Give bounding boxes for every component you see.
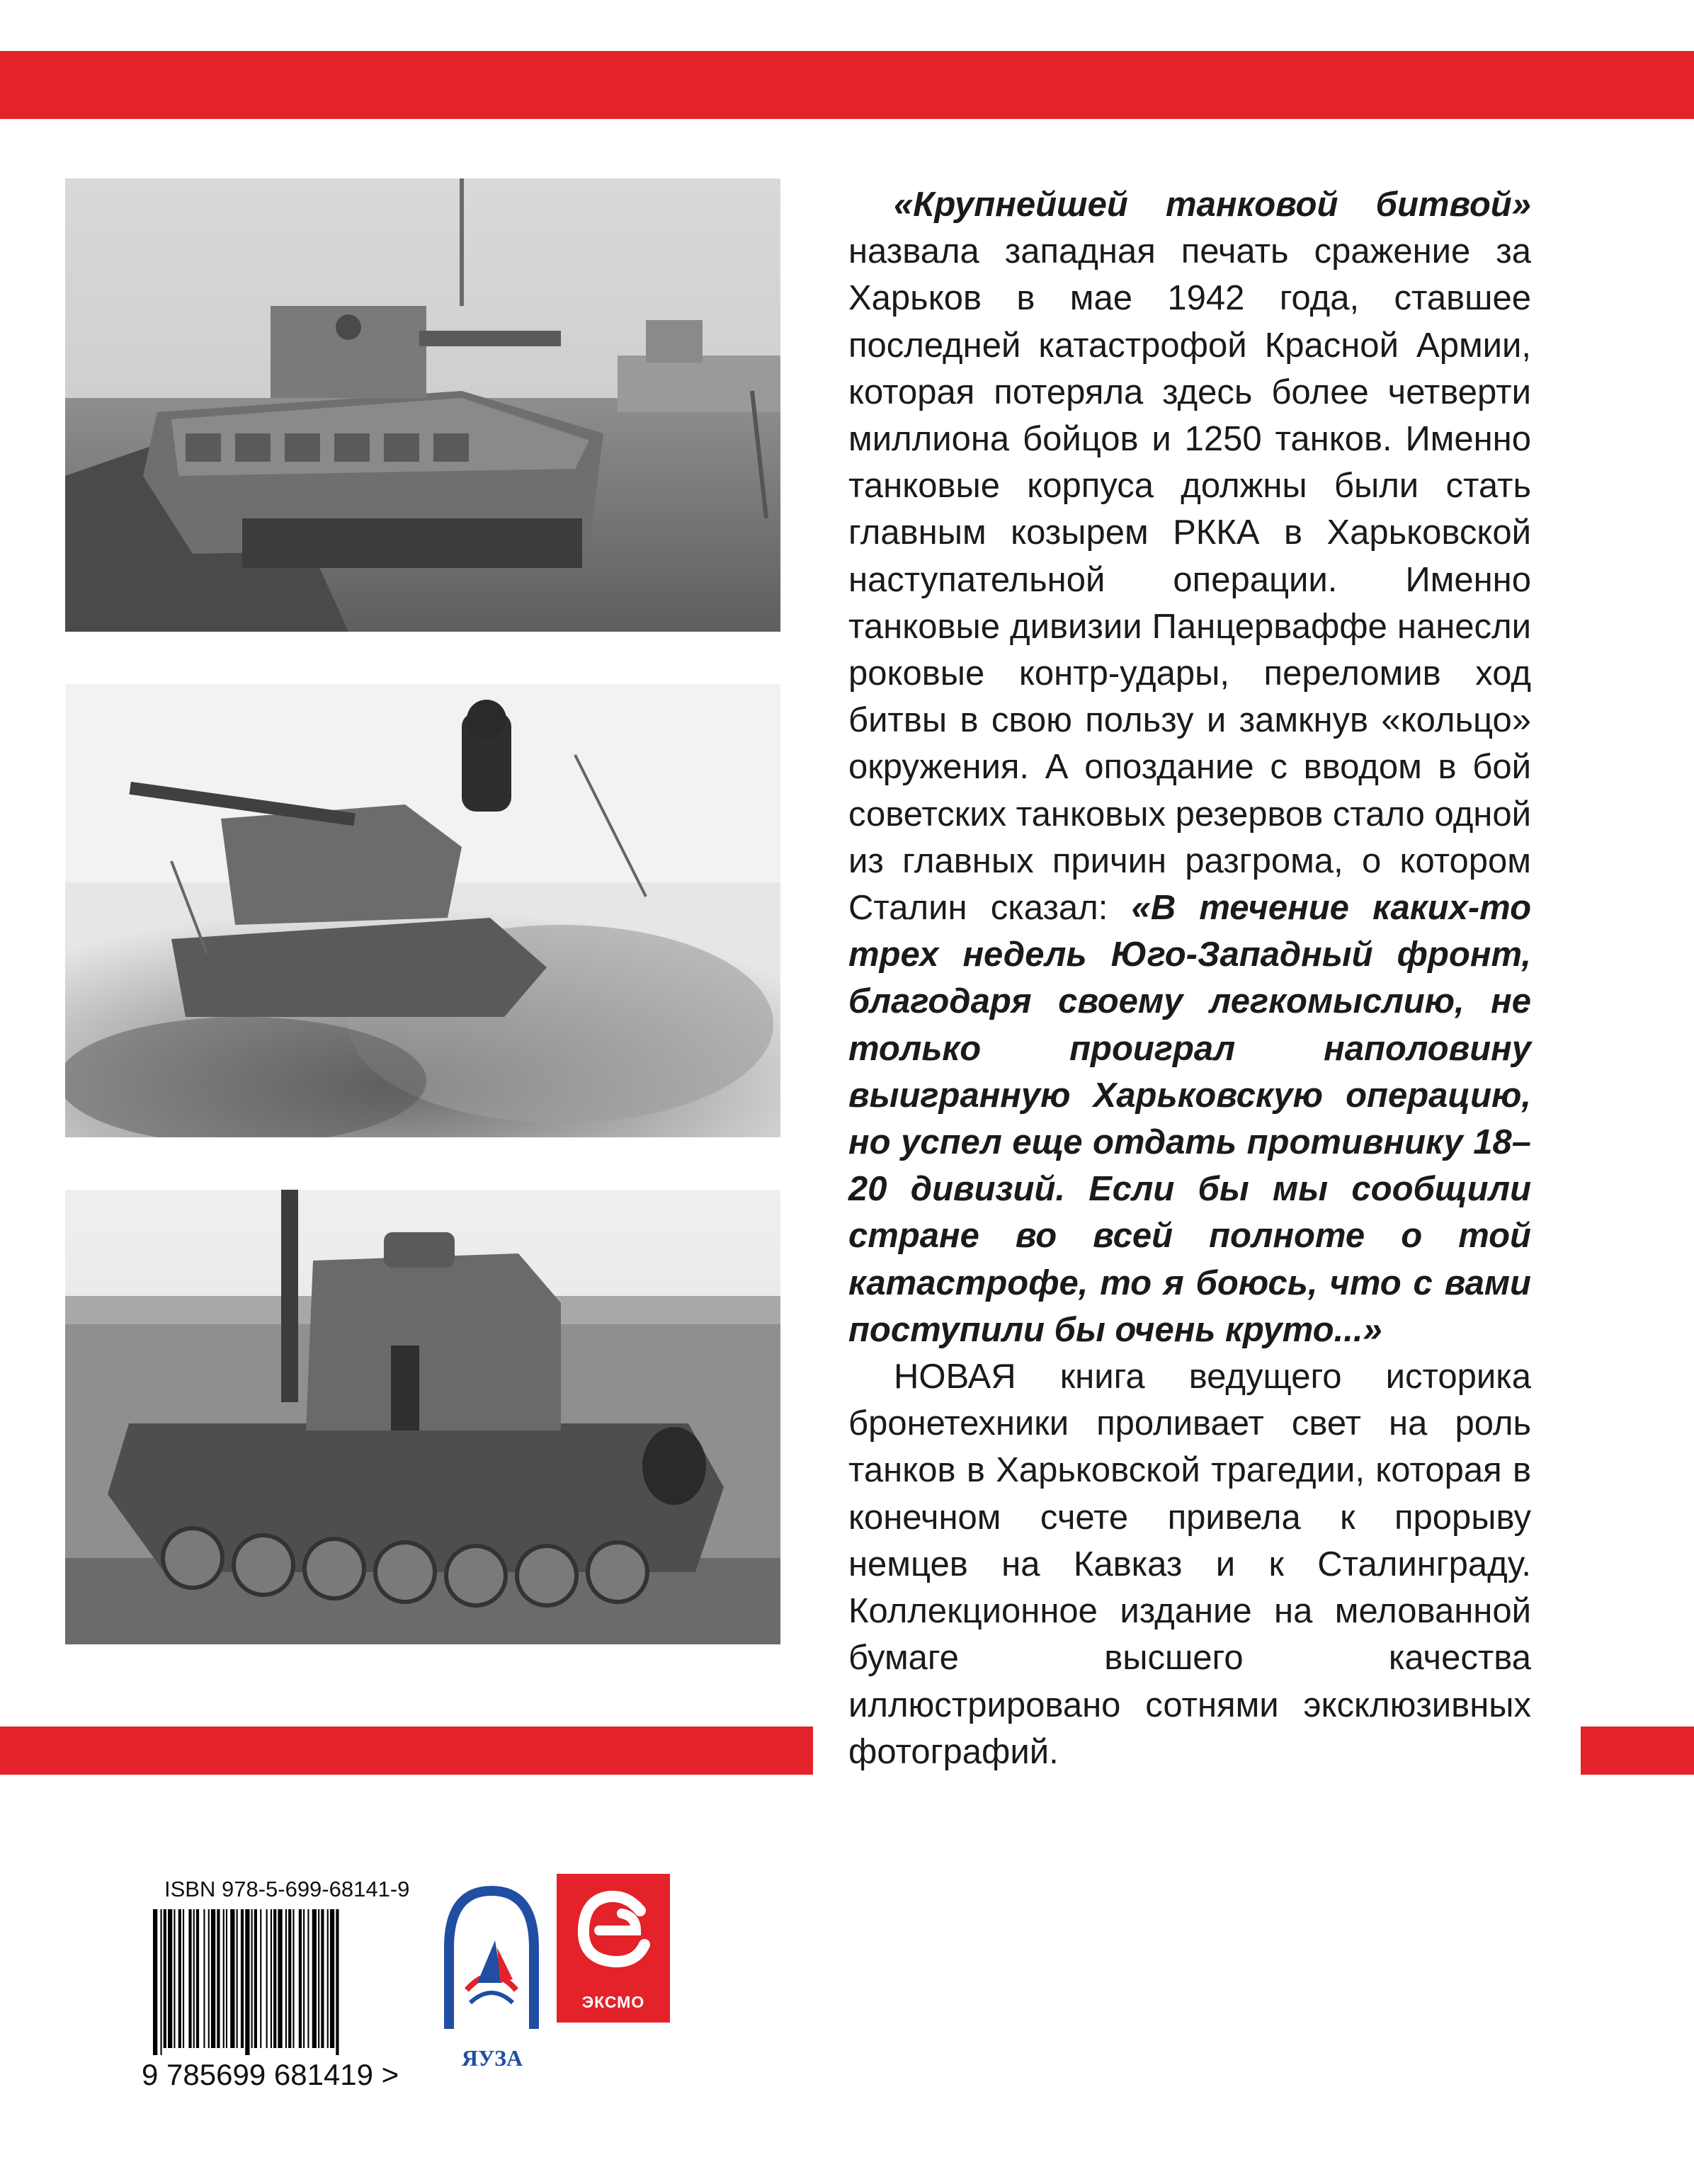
barcode-bar [174, 1909, 175, 2048]
barcode-bar [273, 1909, 276, 2048]
blurb-paragraph-1 [848, 181, 1531, 1353]
tank-photo-icon [65, 684, 780, 1137]
barcode-bar [188, 1909, 191, 2048]
barcode-digits: 9 785699 681419 > [142, 2058, 399, 2091]
barcode-bar [196, 1909, 199, 2048]
barcode-bar [161, 1909, 162, 2055]
barcode-bar [260, 1909, 261, 2048]
barcode-bar [153, 1909, 157, 2055]
barcode-bar [327, 1909, 329, 2048]
barcode-bar [254, 1909, 257, 2048]
destroyed-panzer-photo [65, 1190, 780, 1644]
top-red-band [0, 51, 1694, 119]
matilda-tank-photo [65, 178, 780, 632]
t34-tank-dust-photo [65, 684, 780, 1137]
barcode-bar [251, 1909, 253, 2048]
isbn-label: ISBN 978-5-699-68141-9 [164, 1877, 410, 1901]
barcode-bar [241, 1909, 244, 2048]
barcode-icon [147, 1906, 415, 2055]
yuza-logo-icon [435, 1884, 548, 2032]
barcode-bar [245, 1909, 249, 2055]
barcode-bar [226, 1909, 227, 2048]
eksmo-swirl-icon [557, 1874, 670, 1987]
barcode-bar [203, 1909, 205, 2048]
blurb-paragraph-2: НОВАЯ книга ведущего историка бронетехники проливает свет на роль танков в Харьковской трагедии, которая в конечном счете привела к прорыву немцев на Кавказ и к Сталинграду. Коллекционное издание на мелованной бумаге высшего качества иллюстрировано сотнями эксклюзивных фотографий. [848, 1358, 1531, 1771]
barcode-bar [168, 1909, 172, 2048]
barcode-bar [318, 1909, 319, 2048]
barcode-bar [312, 1909, 317, 2048]
barcode-bar [292, 1909, 294, 2048]
barcode-bar [223, 1909, 224, 2048]
eksmo-publisher-name: ЭКСМО [581, 1993, 645, 2011]
blurb-lead-quote: «Крупнейшей танковой битвой» [894, 186, 1531, 224]
barcode-bar [271, 1909, 272, 2048]
barcode-bar [208, 1909, 210, 2048]
barcode-bar [211, 1909, 215, 2048]
back-cover-blurb [848, 181, 1531, 1775]
barcode-bar [299, 1909, 302, 2048]
tank-photo-icon [65, 1190, 780, 1644]
barcode-bar [217, 1909, 220, 2048]
barcode-bar [164, 1909, 166, 2048]
barcode-bar [330, 1909, 334, 2048]
barcode-bar [193, 1909, 195, 2048]
barcode-bar [183, 1909, 184, 2048]
barcode-bar [336, 1909, 339, 2055]
eksmo-logo [557, 1874, 670, 2023]
barcode-bar [266, 1909, 268, 2048]
tank-photo-icon [65, 178, 780, 632]
blurb-body-text: назвала западная печать сражение за Харьков в мае 1942 года, ставшее последней катастрофой Красной Армии, которая потеряла здесь более четверти миллиона бойцов и 1250 танков. Именно танковые корпуса должны были стать главным козырем РККА в Харьковской наступательной операции. Именно танковые дивизии Панцерваффе нанесли роковые контр-удары, переломив ход битвы в свою пользу и замкнув «кольцо» окружения. А опоздание с вводом в бой советских танковых резервов стало одной из главных причин разгрома, о котором Сталин сказал: [848, 232, 1531, 928]
yuza-publisher-name: ЯУЗА [461, 2045, 523, 2071]
barcode-bar [278, 1909, 282, 2048]
barcode-bar [230, 1909, 234, 2048]
barcode-bar [237, 1909, 238, 2048]
barcode-bar [285, 1909, 287, 2048]
stalin-quote: «В течение каких-то трех недель Юго-Западный фронт, благодаря своему легкомыслию, не только проиграл наполовину выигранную Харьковскую операцию, но успел еще отдать противнику 18–20 дивизий. Если бы мы сообщили стране во всей полноте о той катастрофе, то я боюсь, что с вами поступили бы очень круто...» [848, 889, 1531, 1349]
barcode-bar [178, 1909, 181, 2048]
middle-red-band-left [0, 1727, 813, 1775]
barcode-bar [288, 1909, 291, 2048]
barcode-bar [321, 1909, 324, 2048]
middle-red-band-right [1581, 1727, 1694, 1775]
barcode-bar [303, 1909, 305, 2048]
barcode-bar [307, 1909, 309, 2048]
